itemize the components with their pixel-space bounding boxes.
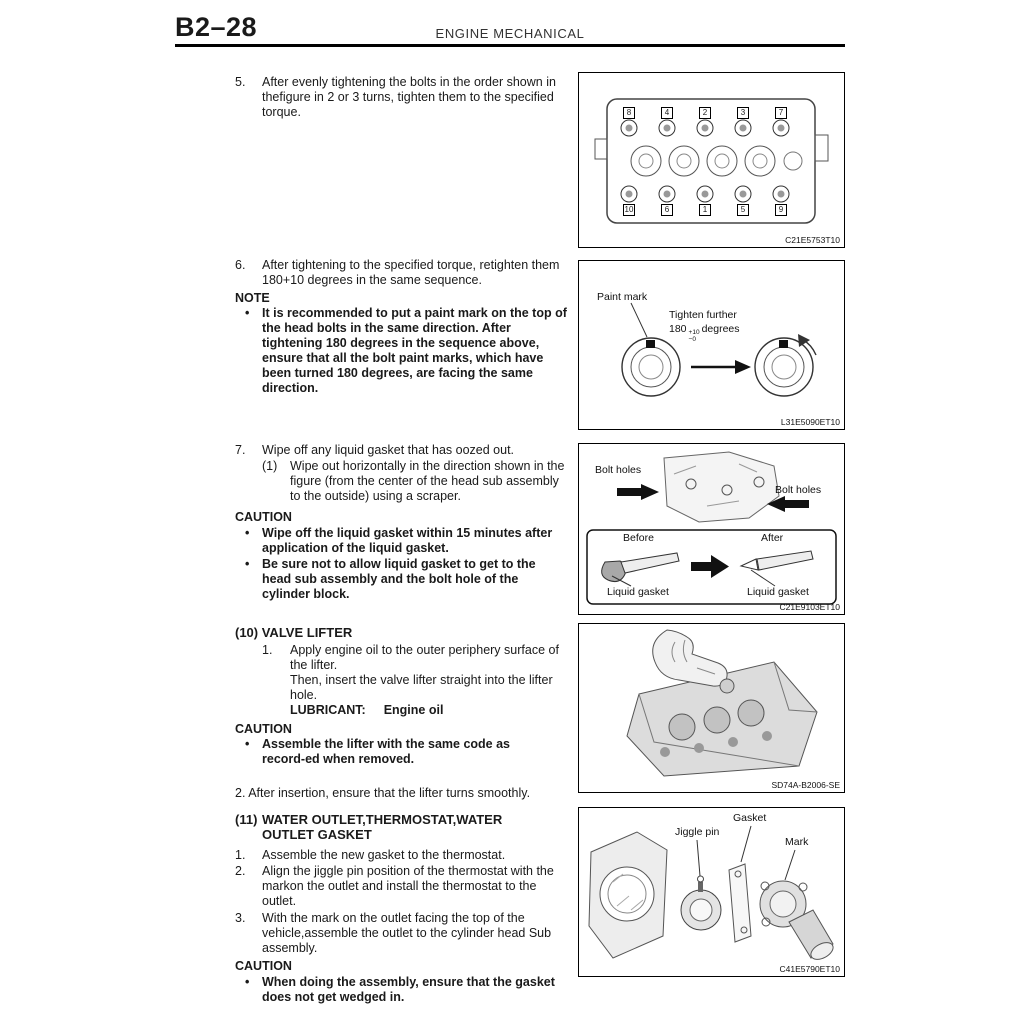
bolt-number: 6 [661,204,673,216]
note-label: NOTE [235,291,270,305]
figure-code: SD74A-B2006-SE [771,780,840,790]
lubricant-value: Engine oil [383,703,444,717]
step-5 [235,75,567,120]
figure-code: C21E5753T10 [785,235,840,245]
valve-lifter-insertion-illustration [579,624,844,792]
caution-1-bullet-2-text: Be sure not to allow liquid gasket to get to the head sub assembly and the bolt hole of the cylinder block. [262,557,536,601]
angle-tolerance [689,330,700,343]
water-outlet-step-1-number: 1. [235,848,246,862]
page-number: B2–28 [175,12,258,42]
water-outlet-step-1 [235,848,567,863]
jiggle-pin-label: Jiggle pin [675,826,720,838]
caution-3-label: CAUTION [235,959,292,973]
section-11-heading-text: WATER OUTLET,THERMOSTAT,WATER OUTLET GASKET [262,812,503,842]
step-7-1-text: Wipe out horizontally in the direction shown in the figure (from the center of the head sub assembly to the outside) using a scraper. [290,459,565,503]
bolt-number: 5 [737,204,749,216]
gasket-label: Gasket [733,812,767,824]
bolt-number: 2 [699,107,711,119]
water-outlet-step-1-text: Assemble the new gasket to the thermostat. [262,848,506,862]
step-5-text: After evenly tightening the bolts in the order shown in thefigure in 2 or 3 turns, tighten them to the specified torque. [262,75,556,119]
bolt-number: 1 [699,204,711,216]
figure-valve-lifter [578,623,845,793]
figure-liquid-gasket [578,443,845,615]
tolerance-plus: +10 [688,329,700,336]
caution-1-label: CAUTION [235,510,292,524]
caution-2-label: CAUTION [235,722,292,736]
water-outlet-step-2-number: 2. [235,864,246,878]
step-7-1 [235,459,567,504]
water-outlet-step-3 [235,911,567,956]
section-11-number: (11) [235,812,258,827]
lubricant-label: LUBRICANT: [290,703,366,717]
step-7-number: 7. [235,443,246,457]
water-outlet-step-3-number: 3. [235,911,246,925]
water-outlet-step-2-text: Align the jiggle pin position of the thermostat with the markon the outlet and install the thermostat to the outlet. [262,864,554,908]
valve-lifter-step-1-line-1: Apply engine oil to the outer periphery surface of the lifter. [290,643,559,672]
figure-code: C41E5790ET10 [779,964,840,974]
valve-lifter-step-1 [235,643,567,718]
bolt-number: 8 [623,107,635,119]
valve-lifter-step-1-number: 1. [262,643,273,657]
step-7-text: Wipe off any liquid gasket that has oozed out. [262,443,515,457]
water-outlet-step-2 [235,864,567,909]
step-6-text: After tightening to the specified torque, retighten them 180+10 degrees in the same sequence. [262,258,560,287]
note-bullet-text: It is recommended to put a paint mark on the top of the head bolts in the same direction. After tightening 180 degrees in the sequence above, ensure that all the bolt paint marks, which have been turned 180 degrees, are facing the same direction. [262,306,567,395]
mark-label: Mark [785,836,809,848]
bolt-number: 9 [775,204,787,216]
page-header [175,25,845,46]
bolt-number: 10 [624,205,634,214]
step-7-1-number: (1) [262,459,278,473]
figure-code: C21E9103ET10 [779,602,840,612]
bullet-icon: • [245,975,250,989]
caution-2-bullet [235,737,567,767]
tolerance-minus: −0 [688,335,696,343]
bolt-number: 3 [737,107,749,119]
before-label: Before [623,532,654,544]
caution-1-bullet-1 [235,526,567,556]
step-6-number: 6. [235,258,246,272]
degrees-label: degrees [701,323,740,335]
tighten-angle-label [669,323,740,343]
caution-1-bullet-2 [235,557,567,602]
bullet-icon: • [245,557,250,571]
valve-lifter-step-1-line-2: Then, insert the valve lifter straight into the lifter hole. [290,673,553,702]
valve-lifter-step-2: 2. After insertion, ensure that the lifter turns smoothly. [235,786,531,800]
figure-paint-mark [578,260,845,430]
bullet-icon: • [245,737,250,751]
liquid-gasket-right-label: Liquid gasket [747,586,809,598]
bolt-number: 7 [775,107,787,119]
caution-1-bullet-1-text: Wipe off the liquid gasket within 15 minutes after application of the liquid gasket. [262,526,553,555]
step-7 [235,443,567,458]
water-outlet-step-3-text: With the mark on the outlet facing the top of the vehicle,assemble the outlet to the cylinder head Sub assembly. [262,911,552,955]
note-bullet [235,306,567,396]
bullet-icon: • [245,306,250,320]
section-11-heading [235,812,567,842]
figure-water-outlet [578,807,845,977]
angle-value: 180 [669,323,687,335]
page-title: ENGINE MECHANICAL [388,26,633,46]
bullet-icon: • [245,526,250,540]
after-label: After [761,532,784,544]
figure-code: L31E5090ET10 [780,417,840,427]
step-6 [235,258,567,288]
caution-2-bullet-text: Assemble the lifter with the same code as record-ed when removed. [262,737,510,766]
header-rule [175,44,845,47]
bolt-holes-right-label: Bolt holes [775,484,822,496]
section-10-heading: (10) VALVE LIFTER [235,625,353,640]
figure-head-bolt-order [578,72,845,248]
caution-3-bullet [235,975,567,1005]
bolt-head-rotation-illustration [579,261,844,429]
cylinder-head-top-view-illustration [579,73,844,247]
liquid-gasket-left-label: Liquid gasket [607,586,669,598]
step-5-number: 5. [235,75,246,89]
caution-3-bullet-text: When doing the assembly, ensure that the gasket does not get wedged in. [262,975,555,1004]
bolt-holes-left-label: Bolt holes [595,464,642,476]
tighten-further-label: Tighten further [669,309,737,321]
bolt-number: 4 [661,107,673,119]
paint-mark-label: Paint mark [597,291,648,303]
